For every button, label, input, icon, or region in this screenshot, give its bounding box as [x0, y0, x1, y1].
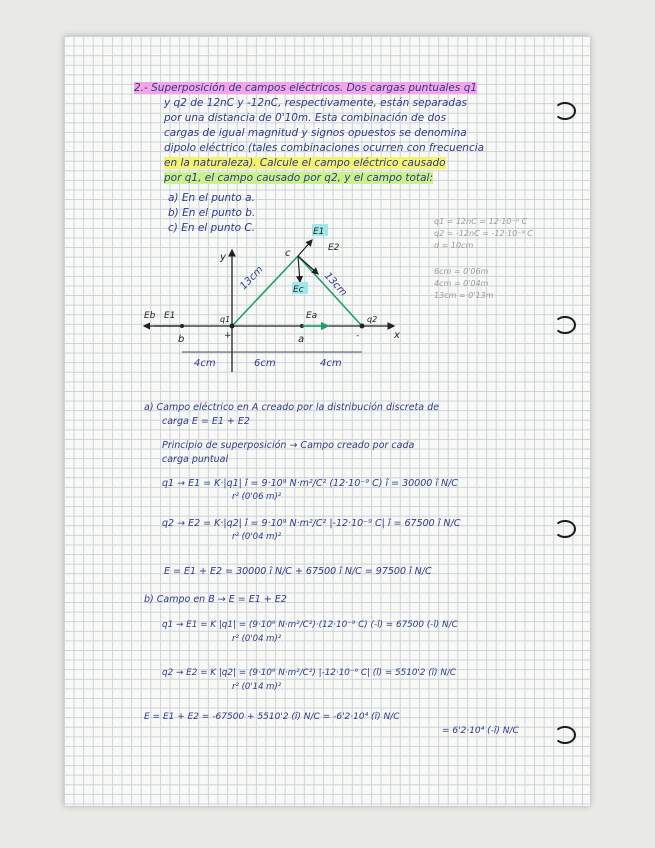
binder-hole-icon: [554, 520, 576, 538]
given-q1: q1 = 12nC = 12·10⁻⁹ C: [434, 217, 528, 226]
problem-line-4: cargas de igual magnitud y signos opuestos se denomina: [164, 127, 467, 139]
sol-b-heading: b) Campo en B → E = E1 + E2: [144, 594, 287, 605]
given-4cm: 4cm = 0'04m: [434, 279, 489, 288]
dipole-diagram: [124, 220, 424, 400]
sol-a-q1-den: r² (0'06 m)²: [232, 492, 282, 502]
point-a-label: a: [298, 334, 305, 345]
item-a: a) En el punto a.: [168, 192, 255, 204]
notebook-page: [64, 36, 590, 806]
item-c: c) En el punto C.: [168, 222, 256, 234]
q2-label: q2: [367, 315, 378, 324]
side-q1-c: [232, 256, 298, 326]
sol-a-principle1: Principio de superposición → Campo creado por cada: [162, 440, 415, 451]
dist-a-label: 4cm: [320, 358, 342, 369]
eb-label: Eb: [144, 311, 156, 321]
e1-at-b-label: E1: [164, 311, 176, 321]
sol-b-q2-den: r² (0'14 m)²: [232, 682, 282, 692]
binder-hole-icon: [554, 102, 576, 120]
q1-label: q1: [220, 315, 231, 324]
dist-b-label: 4cm: [194, 358, 216, 369]
ea-label: Ea: [306, 311, 318, 321]
given-d: d = 10cm: [434, 241, 474, 250]
ec-label: Ec: [293, 285, 304, 295]
problem-line-3: por una distancia de 0'10m. Esta combinación de dos: [164, 112, 447, 124]
problem-line-5: dipolo eléctrico (tales combinaciones ocurren con frecuencia: [164, 142, 485, 154]
problem-line-7: por q1, el campo causado por q2, y el campo total:: [164, 172, 433, 184]
sol-b-q1-den: r² (0'04 m)²: [232, 634, 282, 644]
q2-sign: -: [356, 331, 360, 341]
problem-line-2: y q2 de 12nC y -12nC, respectivamente, están separadas: [164, 97, 467, 109]
binder-hole-icon: [554, 316, 576, 334]
ec-vector: [298, 256, 300, 282]
problem-line-1: 2.- Superposición de campos eléctricos. Dos cargas puntuales q1: [134, 82, 478, 94]
problem-line-6: en la naturaleza). Calcule el campo eléctrico causado: [164, 157, 446, 169]
sol-b-q1: q1 → E1 = K |q1| = (9·10⁹ N·m²/C²)·(12·10⁻⁹ C) (-î) = 67500 (-î) N/C: [162, 620, 458, 630]
x-axis-label: x: [394, 330, 400, 341]
e2-at-c-vector: [298, 256, 318, 274]
sol-a-heading: a) Campo eléctrico en A creado por la distribución discreta de: [144, 402, 439, 413]
sol-a-principle2: carga puntual: [162, 454, 229, 465]
sol-a-heading2: carga E = E1 + E2: [162, 416, 250, 427]
sol-a-total: E = E1 + E2 = 30000 î N/C + 67500 î N/C = 97500 î N/C: [164, 566, 432, 577]
sol-b-total1: E = E1 + E2 = -67500 + 5510'2 (î) N/C = -6'2·10⁴ (î) N/C: [144, 712, 400, 722]
charge-q1: [230, 324, 235, 329]
dist-mid-label: 6cm: [254, 358, 276, 369]
sol-a-q2: q2 → E2 = K·|q2| î = 9·10⁹ N·m²/C² |-12·10⁻⁹ C| î = 67500 î N/C: [162, 518, 461, 529]
side-left-label: 13cm: [238, 264, 266, 293]
e1-at-c-label: E1: [313, 227, 325, 237]
given-6cm: 6cm = 0'06m: [434, 267, 489, 276]
point-b-label: b: [178, 334, 185, 345]
e2-at-c-label: E2: [328, 243, 340, 253]
sol-b-total2: = 6'2·10⁴ (-î) N/C: [442, 726, 519, 736]
sol-a-q1: q1 → E1 = K·|q1| î = 9·10⁹ N·m²/C² (12·10⁻⁹ C) î = 30000 î N/C: [162, 478, 458, 489]
point-c-label: c: [285, 248, 291, 259]
e1-at-c-vector: [298, 240, 312, 256]
item-b: b) En el punto b.: [168, 207, 256, 219]
side-right-label: 13cm: [321, 270, 349, 299]
charge-q2: [360, 324, 365, 329]
q1-sign: +: [224, 331, 232, 341]
given-q2: q2 = -12nC = -12·10⁻⁹ C: [434, 229, 533, 238]
sol-a-q2-den: r² (0'04 m)²: [232, 532, 282, 542]
binder-hole-icon: [554, 726, 576, 744]
given-13cm: 13cm = 0'13m: [434, 291, 494, 300]
sol-b-q2: q2 → E2 = K |q2| = (9·10⁹ N·m²/C²) |-12·10⁻⁹ C| (î) = 5510'2 (î) N/C: [162, 668, 457, 678]
y-axis-label: y: [220, 252, 226, 263]
